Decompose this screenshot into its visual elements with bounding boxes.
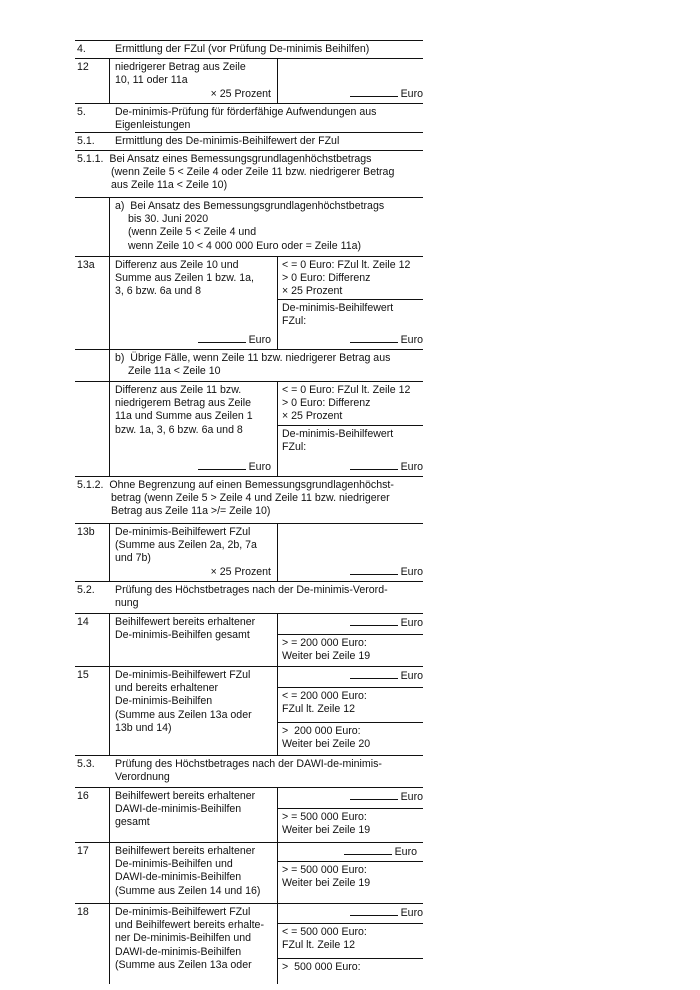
line-13a-beihilfewert-field[interactable]: De-minimis-Beihilfewert FZul: Euro bbox=[278, 299, 423, 349]
line-number: 12 bbox=[77, 61, 89, 73]
line-15: 15 De-minimis-Beihilfewert FZul und bereits erhaltener De-minimis-Beihilfen (Summe aus Zeilen 13a oder 13b und 14) Euro < = 200 000 Euro: FZul lt. Zeile 12 > 200 000 Euro: Weiter bei Zeile 20 bbox=[75, 666, 423, 755]
line-17-amount-field[interactable]: Euro bbox=[278, 843, 423, 861]
section-title: Ermittlung des De-minimis-Beihilfewert der FZul bbox=[115, 135, 340, 147]
line-number: 18 bbox=[77, 906, 89, 918]
line-16: 16 Beihilfewert bereits erhaltener DAWI-de-minimis-Beihilfen gesamt Euro > = 500 000 Euro: Weiter bei Zeile 19 bbox=[75, 787, 423, 842]
case-b: b) Übrige Fälle, wenn Zeile 11 bzw. niedrigerer Betrag aus Zeile 11a < Zeile 10 bbox=[75, 349, 423, 381]
line-18: 18 De-minimis-Beihilfewert FZul und Beihilfewert bereits erhalte- ner De-minimis-Beihilfen und DAWI-de-minimis-Beihilfen (Summe aus Zeilen 13a oder Euro < = 500 000 Euro: FZul lt. Zeile 12 > 500 000 Euro: bbox=[75, 903, 423, 984]
percent-label: × 25 Prozent bbox=[210, 87, 271, 100]
section-title: Ermittlung der FZul (vor Prüfung De-minimis Beihilfen) bbox=[115, 43, 370, 55]
case-b-row: Differenz aus Zeile 11 bzw. niedrigerem Betrag aus Zeile 11a und Summe aus Zeilen 1 bzw. 1a, 3, 6 bzw. 6a und 8 Euro < = 0 Euro: FZul lt. Zeile 12 > 0 Euro: Differenz × 25 Prozent De-minimis-Beihilfewert FZul: Euro bbox=[75, 381, 423, 476]
line-13b: 13b De-minimis-Beihilfewert FZul (Summe aus Zeilen 2a, 2b, 7a und 7b) × 25 Prozent Euro bbox=[75, 523, 423, 581]
case-a: a) Bei Ansatz des Bemessungsgrundlagenhöchstbetrags bis 30. Juni 2020 (wenn Zeile 5 < Zeile 4 und wenn Zeile 10 < 4 000 000 Euro oder = Zeile 11a) bbox=[75, 197, 423, 256]
line-number: 13a bbox=[77, 259, 95, 271]
line-12-amount-field[interactable]: Euro bbox=[278, 59, 423, 103]
section-5-1-1: 5.1.1. Bei Ansatz eines Bemessungsgrundlagenhöchstbetrags (wenn Zeile 5 < Zeile 4 oder Zeile 11 bzw. niedrigerer Betrag aus Zeile 11a < Zeile 10) bbox=[75, 150, 423, 197]
line-number: 13b bbox=[77, 526, 95, 538]
line-15-amount-field[interactable]: Euro bbox=[278, 667, 423, 687]
percent-label: × 25 Prozent bbox=[210, 565, 271, 578]
line-16-amount-field[interactable]: Euro bbox=[278, 788, 423, 808]
case-b-difference-field[interactable]: Euro bbox=[198, 460, 271, 474]
line-13a-difference-field[interactable]: Euro bbox=[198, 333, 271, 347]
line-18-amount-field[interactable]: Euro bbox=[278, 904, 423, 923]
line-number: 16 bbox=[77, 790, 89, 802]
section-number: 4. bbox=[77, 43, 86, 55]
section-title: Prüfung des Höchstbetrages nach der DAWI-de-minimis- bbox=[115, 758, 382, 770]
line-number: 15 bbox=[77, 669, 89, 681]
line-17: 17 Beihilfewert bereits erhaltener De-minimis-Beihilfen und DAWI-de-minimis-Beihilfen (Summe aus Zeilen 14 und 16) Euro > = 500 000 Euro: Weiter bei Zeile 19 bbox=[75, 842, 423, 903]
section-5: 5. De-minimis-Prüfung für förderfähige Aufwendungen aus Eigenleistungen bbox=[75, 103, 423, 132]
line-14: 14 Beihilfewert bereits erhaltener De-minimis-Beihilfen gesamt Euro > = 200 000 Euro: Weiter bei Zeile 19 bbox=[75, 613, 423, 666]
case-b-beihilfewert-field[interactable]: De-minimis-Beihilfewert FZul: Euro bbox=[278, 425, 423, 476]
section-5-3: 5.3. Prüfung des Höchstbetrages nach der DAWI-de-minimis- Verordnung bbox=[75, 755, 423, 787]
section-5-2: 5.2. Prüfung des Höchstbetrages nach der De-minimis-Verord- nung bbox=[75, 581, 423, 613]
section-4 bbox=[75, 40, 423, 58]
line-12 bbox=[75, 58, 423, 103]
line-14-amount-field[interactable]: Euro bbox=[278, 614, 423, 634]
line-13b-amount-field[interactable]: Euro bbox=[278, 524, 423, 581]
form-page bbox=[75, 40, 423, 984]
section-5-1: 5.1. Ermittlung des De-minimis-Beihilfewert der FZul bbox=[75, 132, 423, 150]
section-5-1-2: 5.1.2. Ohne Begrenzung auf einen Bemessungsgrundlagenhöchst- betrag (wenn Zeile 5 > Zeile 4 und Zeile 11 bzw. niedrigerer Betrag aus Zeile 11a >/= Zeile 10) bbox=[75, 476, 423, 523]
section-title: De-minimis-Prüfung für förderfähige Aufwendungen aus bbox=[115, 106, 377, 118]
line-number: 17 bbox=[77, 845, 89, 857]
section-title: Prüfung des Höchstbetrages nach der De-minimis-Verord- bbox=[115, 584, 388, 596]
line-number: 14 bbox=[77, 616, 89, 628]
line-13a: 13a Differenz aus Zeile 10 und Summe aus Zeilen 1 bzw. 1a, 3, 6 bzw. 6a und 8 Euro < = 0 Euro: FZul lt. Zeile 12 > 0 Euro: Differenz × 25 Prozent De-minimis-Beihilfewert FZul: Euro bbox=[75, 256, 423, 349]
line-12-label: niedrigerer Betrag aus Zeile 10, 11 oder 11a × 25 Prozent bbox=[109, 59, 277, 103]
